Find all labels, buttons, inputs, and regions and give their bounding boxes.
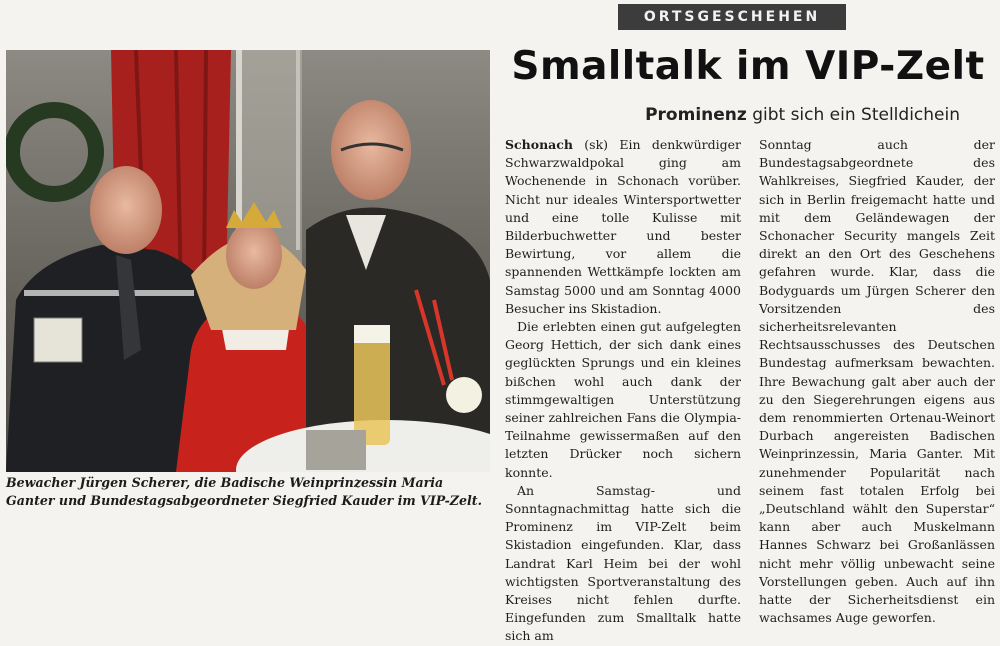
paragraph-text: (sk) Ein denkwürdiger Schwarzwaldpokal ging am Wochenende in Schonach vorüber. Nicht nur ideales Wintersportwetter und eine tolle Kulisse mit Bilderbuchwetter und bester Bewirtung, vor allem die spannenden Wettkämpfe lockten am Samstag 5000 und am Sonntag 4000 Besucher ins Skistadion. (505, 137, 741, 316)
photo-illustration (6, 50, 490, 472)
princess-face (226, 221, 282, 289)
left-man-face (90, 166, 162, 254)
news-photo (6, 50, 490, 472)
article-paragraph: Die erlebten einen gut aufgelegten Georg Hettich, der sich dank eines geglückten Sprungs und ein kleines bißchen wohl auch dank der stimmgewaltigen Unterstützung seiner zahlreichen Fans die Olympia-Teilnahme gewissermaßen auf den letzten Drücker noch sichern konnte. (505, 319, 741, 480)
article-paragraph: An Samstag- und Sonntagnachmittag hatte sich die Prominenz im VIP-Zelt beim Skistadion eingefunden. Klar, dass Landrat Karl Heim bei der wohl wichtigsten Sportveranstaltung des Kreises nicht fehlen durfte. Eingefunden zum Smalltalk hatte sich am (505, 482, 741, 644)
article-column-2 (759, 136, 995, 627)
article-paragraph: Sonntag auch der Bundestagsabgeordnete des Wahlkreises, Siegfried Kauder, der sich in Berlin freigemacht hatte und mit dem Geländewagen der Schonacher Security mangels Zeit direkt an den Ort des Geschehens gefahren wurde. Klar, dass die Bodyguards um Jürgen Scherer den Vorsitzenden des sicherheitsrelevanten Rechtsausschusses des Deutschen Bundestag aufmerksam bewachten. Ihre Bewachung galt aber auch der zu den Siegerehrungen eigens aus dem renommierten Ortenau-Weinort Durbach angereisten Badischen Weinprinzessin, Maria Ganter. Mit zunehmender Popularität nach seinem fast totalen Erfolg bei „Deutschland wählt den Superstar“ kann aber auch Muskelmann Hannes Schwarz bei Großanlässen nicht mehr völlig unbewacht seine Vorstellungen geben. Auch auf ihn hatte der Sicherheitsdienst ein wachsames Auge geworfen. (759, 137, 995, 626)
subheadline-rest: gibt sich ein Stelldichein (752, 105, 960, 125)
headline: Smalltalk im VIP-Zelt (511, 44, 985, 89)
subheadline (520, 105, 960, 125)
phone (306, 430, 366, 470)
article-column-1 (505, 136, 741, 646)
section-banner: ORTSGESCHEHEN (618, 4, 846, 30)
beer-foam (354, 325, 390, 343)
article-paragraph (505, 136, 741, 318)
flower (446, 377, 482, 413)
photo-caption: Bewacher Jürgen Scherer, die Badische Weinprinzessin Maria Ganter und Bundestagsabgeordneter Siegfried Kauder im VIP-Zelt. (6, 475, 482, 508)
dateline: Schonach (505, 137, 573, 152)
reflective-stripe (24, 290, 194, 296)
security-badge (34, 318, 82, 362)
subheadline-bold: Prominenz (645, 105, 747, 125)
